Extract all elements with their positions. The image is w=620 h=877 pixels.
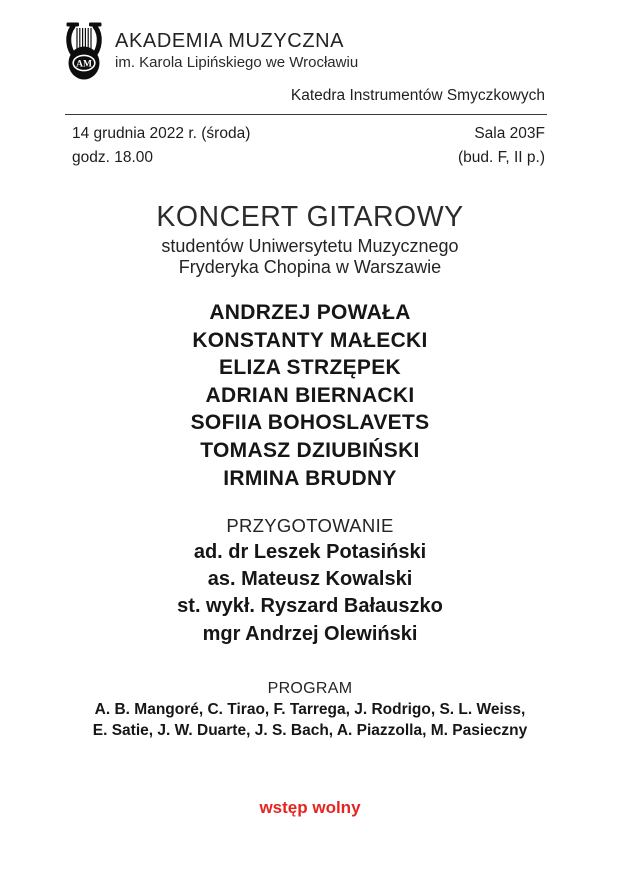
- event-date: 14 grudnia 2022 r. (środa): [72, 125, 251, 142]
- am-monogram: AM: [76, 59, 92, 70]
- teacher-name: as. Mateusz Kowalski: [207, 568, 413, 591]
- composers-line-2: E. Satie, J. W. Duarte, J. S. Bach, A. Piazzolla, M. Pasieczny: [92, 722, 528, 740]
- program-section: [0, 678, 620, 742]
- program-heading: PROGRAM: [267, 680, 353, 697]
- performer-name: ANDRZEJ POWAŁA: [209, 301, 411, 324]
- performer-name: SOFIIA BOHOSLAVETS: [190, 411, 430, 435]
- concert-subtitle: [0, 236, 620, 278]
- performer-name: ADRIAN BIERNACKI: [205, 383, 415, 407]
- performers-list: [0, 299, 620, 492]
- preparation-heading: PRZYGOTOWANIE: [226, 515, 394, 536]
- teacher-name: st. wykł. Ryszard Bałauszko: [177, 595, 443, 618]
- subtitle-line-1: studentów Uniwersytetu Muzycznego: [161, 236, 459, 256]
- teacher-name: mgr Andrzej Olewiński: [202, 622, 418, 645]
- org-subtitle: im. Karola Lipińskiego we Wrocławiu: [115, 54, 359, 71]
- lyre-icon: [62, 20, 106, 80]
- admission-note: wstęp wolny: [259, 798, 361, 817]
- concert-title: KONCERT GITAROWY: [156, 201, 464, 233]
- department-name: Katedra Instrumentów Smyczkowych: [290, 87, 545, 104]
- event-room: Sala 203F: [474, 125, 545, 142]
- teacher-name: ad. dr Leszek Potasiński: [193, 541, 427, 563]
- academy-logo: [62, 20, 358, 80]
- performer-name: KONSTANTY MAŁECKI: [192, 328, 428, 352]
- performer-name: TOMASZ DZIUBIŃSKI: [200, 438, 420, 462]
- composers-line-1: A. B. Mangoré, C. Tirao, F. Tarrega, J. Rodrigo, S. L. Weiss,: [94, 701, 526, 718]
- event-building: (bud. F, II p.): [457, 148, 545, 166]
- subtitle-line-2: Fryderyka Chopina w Warszawie: [178, 257, 442, 277]
- event-info: [72, 122, 545, 169]
- preparation-section: [0, 512, 620, 648]
- event-time: godz. 18.00: [72, 148, 154, 166]
- performer-name: IRMINA BRUDNY: [223, 466, 397, 490]
- performer-name: ELIZA STRZĘPEK: [219, 356, 401, 380]
- org-name: AKADEMIA MUZYCZNA: [115, 30, 345, 52]
- header-divider: [65, 114, 547, 115]
